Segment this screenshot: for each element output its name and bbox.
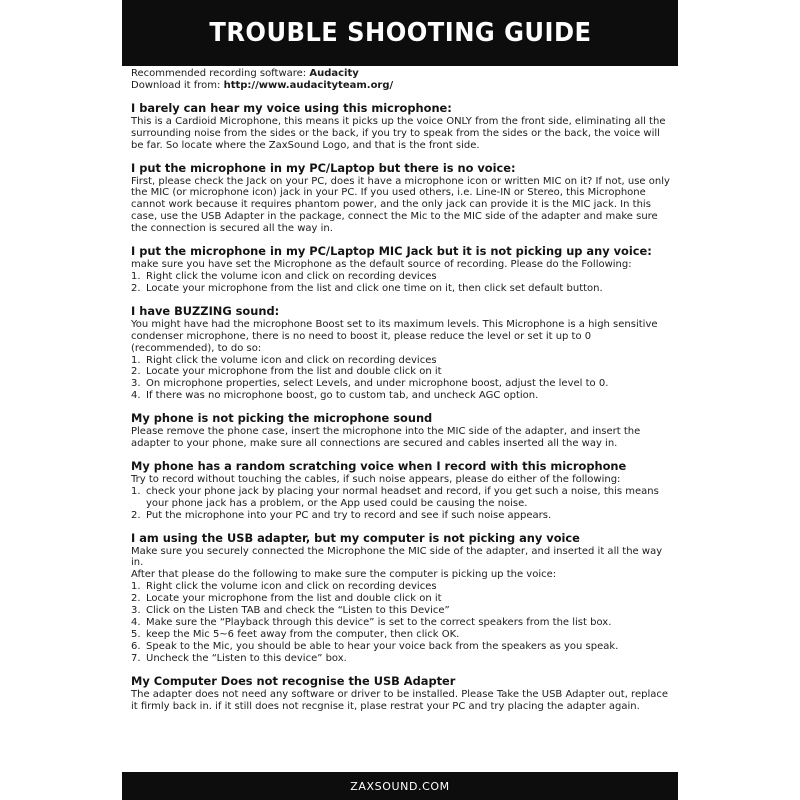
section-body: First, please check the Jack on your PC, does it have a microphone icon or written MIC on it? If not, use only the MIC (or microphone icon) jack in your PC. If you used others, i.e. Line-IN or Stereo, this Microphone cannot work because it requires phantom power, and the only jack can provide it is the MIC jack. In this case, use the USB Adapter in the package, connect the Mic to the MIC side of the adapter and make sure the connection is secured all the way in. [131, 175, 670, 235]
page-title: TROUBLE SHOOTING GUIDE [208, 18, 592, 48]
list-item [131, 510, 671, 522]
list-item [131, 593, 671, 605]
step-number: 1. [131, 485, 141, 497]
list-item [131, 283, 671, 295]
download-line [131, 80, 671, 92]
list-item [131, 486, 671, 510]
section-title: I put the microphone in my PC/Laptop MIC Jack but it is not picking up any voice: [131, 244, 652, 259]
list-item [131, 581, 671, 593]
section-mic-jack [131, 245, 671, 295]
step-text: check your phone jack by placing your normal headset and record, if you get such a noise, this means your phone jack has a problem, or the App used could be causing the noise. [146, 485, 659, 509]
list-item [131, 605, 671, 617]
list-item [131, 617, 671, 629]
step-text: Make sure the “Playback through this device” is set to the correct speakers from the list box. [146, 617, 612, 628]
step-number: 2. [131, 366, 141, 378]
guide-content [131, 68, 671, 712]
section-body: This is a Cardioid Microphone, this means it picks up the voice ONLY from the front side, eliminating all the surrounding noise from the sides or the back, if you try to speak from the sides or the back, the voice will be far. So locate where the ZaxSound Logo, and that is the front side. [131, 115, 666, 151]
step-text: On microphone properties, select Levels, and under microphone boost, adjust the level to 0. [146, 378, 609, 390]
list-item [131, 653, 671, 665]
software-line [131, 68, 671, 80]
step-text: Locate your microphone from the list and double click on it [146, 366, 442, 378]
section-body-continued: After that please do the following to make sure the computer is picking up the voice: [131, 569, 557, 581]
section-body: Try to record without touching the cables, if such noise appears, please do either of the following: [131, 473, 621, 485]
step-text: Click on the Listen TAB and check the “Listen to this Device” [146, 605, 450, 617]
section-body: You might have had the microphone Boost set to its maximum levels. This Microphone is a high sensitive condenser microphone, there is no need to boost it, please reduce the level or set it up to 0 (recommended), to do so: [131, 318, 658, 354]
step-number: 4. [131, 390, 141, 402]
section-usb-no-voice [131, 532, 671, 665]
step-text: Put the microphone into your PC and try to record and see if such noise appears. [146, 509, 552, 521]
step-number: 3. [131, 378, 141, 390]
step-number: 2. [131, 509, 141, 521]
step-number: 1. [131, 354, 141, 366]
step-text: If there was no microphone boost, go to custom tab, and uncheck AGC option. [146, 390, 539, 402]
step-text: Right click the volume icon and click on recording devices [146, 581, 437, 593]
section-title: My phone has a random scratching voice when I record with this microphone [131, 458, 627, 473]
section-phone-sound [131, 412, 671, 450]
step-number: 1. [131, 270, 141, 282]
list-item [131, 629, 671, 641]
software-name: Audacity [309, 68, 359, 79]
section-title: I am using the USB adapter, but my computer is not picking any voice [131, 530, 580, 545]
step-text: Speak to the Mic, you should be able to hear your voice back from the speakers as you speak. [146, 640, 619, 652]
list-item [131, 641, 671, 653]
steps-list [131, 486, 671, 522]
download-label: Download it from: [131, 79, 221, 91]
step-text: Uncheck the “Listen to this device” box. [146, 652, 347, 664]
step-text: Right click the volume icon and click on recording devices [146, 354, 437, 366]
section-body: make sure you have set the Microphone as the default source of recording. Please do the Following: [131, 259, 632, 271]
step-number: 2. [131, 282, 141, 294]
footer-website: ZAXSOUND.COM [350, 779, 450, 793]
download-url: http://www.audacityteam.org/ [223, 79, 394, 91]
steps-list [131, 271, 671, 295]
section-no-voice [131, 162, 671, 236]
step-number: 2. [131, 593, 141, 605]
list-item [131, 378, 671, 390]
steps-list [131, 581, 671, 664]
section-title: I barely can hear my voice using this microphone: [131, 100, 452, 115]
step-number: 4. [131, 617, 141, 628]
footer-banner [122, 772, 678, 800]
section-body: The adapter does not need any software or driver to be installed. Please Take the USB Adapter out, replace it firmly back in. if it still does not recgnise it, plase restrat your PC and try placing the adapter again. [131, 688, 669, 712]
list-item [131, 271, 671, 283]
section-title: I put the microphone in my PC/Laptop but there is no voice: [131, 160, 516, 175]
section-usb-not-recognised [131, 675, 671, 713]
step-number: 3. [131, 605, 141, 617]
software-label: Recommended recording software: [131, 68, 307, 79]
step-text: Locate your microphone from the list and click one time on it, then click set default button. [146, 282, 603, 294]
step-text: Right click the volume icon and click on recording devices [146, 270, 437, 282]
section-buzzing [131, 305, 671, 402]
list-item [131, 390, 671, 402]
step-number: 7. [131, 652, 141, 664]
steps-list [131, 355, 671, 403]
section-title: My phone is not picking the microphone sound [131, 411, 433, 426]
step-number: 5. [131, 628, 141, 640]
step-text: keep the Mic 5~6 feet away from the computer, then click OK. [146, 628, 460, 640]
step-text: Locate your microphone from the list and double click on it [146, 593, 442, 605]
section-phone-scratching [131, 460, 671, 522]
section-title: My Computer Does not recognise the USB Adapter [131, 673, 456, 688]
list-item [131, 366, 671, 378]
section-title: I have BUZZING sound: [131, 303, 280, 318]
step-number: 6. [131, 640, 141, 652]
header-banner [122, 0, 678, 66]
section-body: Make sure you securely connected the Microphone the MIC side of the adapter, and inserted it all the way in. [131, 545, 663, 569]
section-hearing [131, 102, 671, 152]
section-body: Please remove the phone case, insert the microphone into the MIC side of the adapter, and insert the adapter to your phone, make sure all connections are secured and cables inserted all the way in. [131, 426, 641, 450]
step-number: 1. [131, 581, 141, 593]
list-item [131, 355, 671, 367]
